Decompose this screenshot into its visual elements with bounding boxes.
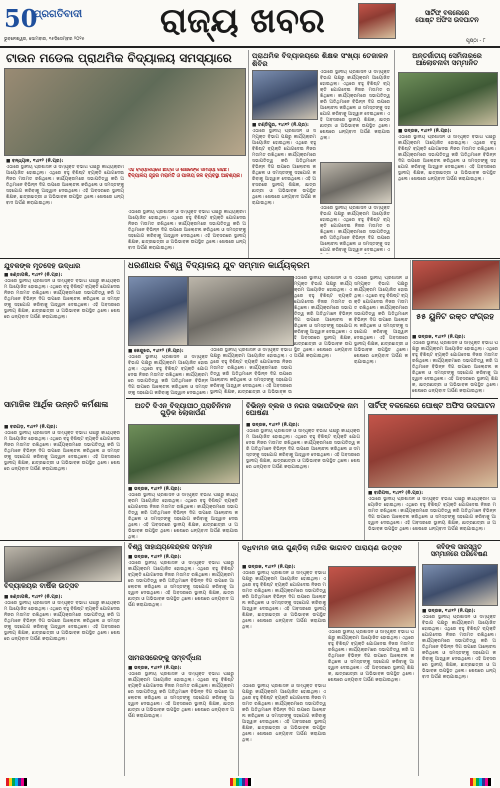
row-rule: [0, 540, 500, 541]
column-divider: [124, 260, 125, 398]
article-body: ଏଠାରେ ସ୍ଥାନୀୟ ପ୍ରଶାସନ ଓ ସମ୍ପୃକ୍ତ ବିଭାଗ ପକ୍ଷରୁ କାର୍ଯ୍ୟକ୍ରମ ଆୟୋଜିତ ହୋଇଥିଲା। ଏଥିରେ ବହୁ ବିଶିଷ୍ଟ ବ୍ୟକ୍ତି ଯୋଗଦେଇ ନିଜର ମତାମତ ରଖିଥିଲେ। କାର୍ଯ୍ୟକ୍ରମରେ ସଭାପତିତ୍ୱ କରି ଅତିଥିମାନେ ବିଭିନ୍ନ ଦିଗ ଉପରେ ଆଲୋଚନା କରିଥିଲେ ଓ ସମସ୍ତଙ୍କୁ ସହଯୋଗ କରିବାକୁ ଆହ୍ୱାନ ଦେଇଥିଲେ। ଏହି ଅବସରରେ ସ୍ଥାନୀୟ ଶିକ୍ଷକ, ଛାତ୍ରଛାତ୍ରୀ ଓ ଅଭିଭାବକ ଉପସ୍ଥିତ ଥିଲେ। ଶେଷରେ ଧନ୍ୟବାଦ ଅର୍ପଣ କରାଯାଇଥିଲା।: [242, 684, 326, 743]
article-headline: ଅନ୍ତର୍ଜାତୀୟ ସେମିନାରରେ ଆଲୋଚନାବୀ ସମ୍ମାନିତ: [412, 51, 482, 68]
article-body: ଏଠାରେ ସ୍ଥାନୀୟ ପ୍ରଶାସନ ଓ ସମ୍ପୃକ୍ତ ବିଭାଗ ପକ୍ଷରୁ କାର୍ଯ୍ୟକ୍ରମ ଆୟୋଜିତ ହୋଇଥିଲା। ଏଥିରେ ବହୁ ବିଶିଷ୍ଟ ବ୍ୟକ୍ତି ଯୋଗଦେଇ ନିଜର ମତାମତ ରଖିଥିଲେ। କାର୍ଯ୍ୟକ୍ରମରେ ସଭାପତିତ୍ୱ କରି ଅତିଥିମାନେ ବିଭିନ୍ନ ଦିଗ ଉପରେ ଆଲୋଚନା କରିଥିଲେ ଓ ସମସ୍ତଙ୍କୁ ସହଯୋଗ କରିବାକୁ ଆହ୍ୱାନ ଦେଇଥିଲେ। ଏହି ଅବସରରେ ସ୍ଥାନୀୟ ଶିକ୍ଷକ, ଛାତ୍ରଛାତ୍ରୀ ଓ ଅଭିଭାବକ ଉପସ୍ଥିତ ଥିଲେ। ଶେଷରେ ଧନ୍ୟବାଦ ଅର୍ପଣ କରାଯାଇଥିଲା।: [4, 601, 120, 642]
article-body: ଏଠାରେ ସ୍ଥାନୀୟ ପ୍ରଶାସନ ଓ ସମ୍ପୃକ୍ତ ବିଭାଗ ପକ୍ଷରୁ କାର୍ଯ୍ୟକ୍ରମ ଆୟୋଜିତ ହୋଇଥିଲା। ଏଥିରେ ବହୁ ବିଶିଷ୍ଟ ବ୍ୟକ୍ତି ଯୋଗଦେଇ ନିଜର ମତାମତ ରଖିଥିଲେ। କାର୍ଯ୍ୟକ୍ରମରେ ସଭାପତିତ୍ୱ କରି ଅତିଥିମାନେ ବିଭିନ୍ନ ଦିଗ ଉପରେ ଆଲୋଚନା କରିଥିଲେ ଓ ସମସ୍ତଙ୍କୁ ସହଯୋଗ କରିବାକୁ ଆହ୍ୱାନ ଦେଇଥିଲେ। ଏହି ଅବସରରେ ସ୍ଥାନୀୟ ଶିକ୍ଷକ, ଛାତ୍ରଛାତ୍ରୀ ଓ ଅଭିଭାବକ ଉପସ୍ଥିତ ଥିଲେ। ଶେଷରେ ଧନ୍ୟବାଦ ଅର୍ପଣ କରାଯାଇଥିଲା।: [354, 276, 408, 365]
article-blood-donation: [412, 260, 498, 398]
article-dateline: ■ କେନ୍ଦୁଝର, ୧୪ା୧୨ (ନି.ପ୍ର):: [128, 349, 184, 354]
column-divider: [418, 542, 419, 776]
page-label: ପୃଷ୍ଠା - ୮: [466, 38, 486, 44]
article-body: ଏଠାରେ ସ୍ଥାନୀୟ ପ୍ରଶାସନ ଓ ସମ୍ପୃକ୍ତ ବିଭାଗ ପକ୍ଷରୁ କାର୍ଯ୍ୟକ୍ରମ ଆୟୋଜିତ ହୋଇଥିଲା। ଏଥିରେ ବହୁ ବିଶିଷ୍ଟ ବ୍ୟକ୍ତି ଯୋଗଦେଇ ନିଜର ମତାମତ ରଖିଥିଲେ। କାର୍ଯ୍ୟକ୍ରମରେ ସଭାପତିତ୍ୱ କରି ଅତିଥିମାନେ ବିଭିନ୍ନ ଦିଗ ଉପରେ ଆଲୋଚନା କରିଥିଲେ ଓ ସମସ୍ତଙ୍କୁ ସହଯୋଗ କରିବାକୁ ଆହ୍ୱାନ ଦେଇଥିଲେ। ଏ: [320, 206, 390, 253]
article-dateline: ■ ଭଦ୍ରକ, ୧୪ା୧୨ (ନି.ପ୍ର):: [128, 487, 182, 492]
article-headline: ସାମାଜିକ ଆର୍ଥିକ ଉନ୍ନତି କର୍ମଶାଳା: [4, 399, 109, 409]
article-headline: ଅତଟି ଦିଏନ ବିଦ୍ୟାପୀଠ ପ୍ରାଚିନିମନ ଗୁଡ଼ିକ ଲୋକାର୍ପଣ: [134, 401, 232, 418]
paper-name: ପ୍ରଗତିବାଦୀ: [34, 9, 83, 20]
article-body: ଏଠାରେ ସ୍ଥାନୀୟ ପ୍ରଶାସନ ଓ ସମ୍ପୃକ୍ତ ବିଭାଗ ପକ୍ଷରୁ କାର୍ଯ୍ୟକ୍ରମ ଆୟୋଜିତ ହୋଇଥିଲା। ଏଥିରେ ବହୁ ବିଶିଷ୍ଟ ବ୍ୟକ୍ତି ଯୋଗଦେଇ ନିଜର ମତାମତ ରଖିଥିଲେ। କାର୍ଯ୍ୟକ୍ରମରେ ସଭାପତିତ୍ୱ କରି ଅତିଥିମାନେ ବିଭିନ୍ନ ଦିଗ ଉପରେ ଆଲୋଚନା କରିଥିଲେ ଓ ସମସ୍ତଙ୍କୁ ସହଯୋଗ କରିବାକୁ ଆହ୍ୱାନ ଦେଇଥିଲେ। ଏହି ଅବସରରେ ସ୍ଥାନୀୟ ଶିକ୍ଷକ, ଛାତ୍ରଛାତ୍ରୀ ଓ ଅଭିଭାବକ ଉପସ୍ଥିତ ଥିଲେ। ଶେଷରେ ଧନ୍ୟବାଦ ଅର୍ପଣ କରାଯାଇଥିଲା।: [128, 493, 238, 539]
poet-photo: [422, 564, 498, 606]
article-headline: ସାମରସରେଙ୍କୁ ସମ୍ବର୍ଦ୍ଧନା: [128, 653, 202, 662]
article-body: ଏଠାରେ ସ୍ଥାନୀୟ ପ୍ରଶାସନ ଓ ସମ୍ପୃକ୍ତ ବିଭାଗ ପକ୍ଷରୁ କାର୍ଯ୍ୟକ୍ରମ ଆୟୋଜିତ ହୋଇଥିଲା। ଏଥିରେ ବହୁ ବିଶିଷ୍ଟ ବ୍ୟକ୍ତି ଯୋଗଦେଇ ନିଜର ମତାମତ ରଖିଥିଲେ। କାର୍ଯ୍ୟକ୍ରମରେ ସଭାପତିତ୍ୱ କରି ଅତିଥିମାନେ ବିଭିନ୍ନ ଦିଗ ଉପରେ ଆଲୋଚନା କରିଥିଲେ ଓ ସମସ୍ତଙ୍କୁ ସହଯୋଗ କରିବାକୁ ଆହ୍ୱାନ ଦେଇଥିଲେ। ଏହି ଅବସରରେ ସ୍ଥାନୀୟ ଶିକ୍ଷକ, ଛାତ୍ରଛାତ୍ରୀ ଓ ଅଭିଭାବକ ଉପସ୍ଥିତ ଥିଲେ। ଶେଷରେ ଧନ୍ୟବାଦ ଅର୍ପଣ କରାଯାଇଥିଲା।: [246, 429, 360, 470]
article-body: ଏଠାରେ ସ୍ଥାନୀୟ ପ୍ରଶାସନ ଓ ସମ୍ପୃକ୍ତ ବିଭାଗ ପକ୍ଷରୁ କାର୍ଯ୍ୟକ୍ରମ ଆୟୋଜିତ ହୋଇଥିଲା। ଏଥିରେ ବହୁ ବିଶିଷ୍ଟ ବ୍ୟକ୍ତି ଯୋଗଦେଇ ନିଜର ମତାମତ ରଖିଥିଲେ। କାର୍ଯ୍ୟକ୍ରମରେ ସଭାପତିତ୍ୱ କରି ଅତିଥିମାନେ ବିଭିନ୍ନ ଦିଗ ଉପରେ ଆଲୋଚନା କରିଥିଲେ ଓ ସମସ୍ତଙ୍କୁ ସହଯୋଗ କରିବାକୁ ଆହ୍ୱାନ ଦେଇଥିଲେ। ଏହି ଅବସରରେ ସ୍ଥାନୀୟ ଶିକ୍ଷକ, ଛାତ୍ରଛାତ୍ରୀ ଓ ଅଭିଭାବକ ଉପସ୍ଥିତ ଥିଲେ। ଶେଷରେ ଧନ୍ୟବାଦ ଅର୍ପଣ କରାଯାଇଥିଲା।: [412, 341, 498, 394]
article-seminar-honour: [396, 50, 498, 258]
color-registration-strip: [0, 778, 500, 788]
article-body: ଏଠାରେ ସ୍ଥାନୀୟ ପ୍ରଶାସନ ଓ ସମ୍ପୃକ୍ତ ବିଭାଗ ପକ୍ଷରୁ କାର୍ଯ୍ୟକ୍ରମ ଆୟୋଜିତ ହୋଇଥିଲା। ଏଥିରେ ବହୁ ବିଶିଷ୍ଟ ବ୍ୟକ୍ତି ଯୋଗଦେଇ ନିଜର ମତାମତ ରଖିଥିଲେ। କାର୍ଯ୍ୟକ୍ରମରେ ସଭାପତିତ୍ୱ କରି ଅତିଥିମାନେ ବିଭିନ୍ନ ଦିଗ ଉପରେ ଆଲୋଚନା କରିଥିଲେ ଓ ସମସ୍ତଙ୍କୁ ସହଯୋଗ କରିବାକୁ ଆହ୍ୱାନ ଦେଇଥିଲେ। ଏହି ଅବସରରେ ସ୍ଥାନୀୟ ଶିକ୍ଷକ, ଛାତ୍ରଛାତ୍ରୀ ଓ ଅଭିଭାବକ ଉପସ୍ଥିତ ଥିଲେ। ଶେଷରେ ଧନ୍ୟବାଦ ଅର୍ପଣ କରାଯାଇଥିଲା।: [320, 70, 390, 141]
article-body: ଏଠାରେ ସ୍ଥାନୀୟ ପ୍ରଶାସନ ଓ ସମ୍ପୃକ୍ତ ବିଭାଗ ପକ୍ଷରୁ କାର୍ଯ୍ୟକ୍ରମ ଆୟୋଜିତ ହୋଇଥିଲା। ଏଥିରେ ବହୁ ବିଶିଷ୍ଟ ବ୍ୟକ୍ତି ଯୋଗଦେଇ ନିଜର ମତାମତ ରଖିଥିଲେ। କାର୍ଯ୍ୟକ୍ରମରେ ସଭାପତିତ୍ୱ କରି ଅତିଥିମାନେ ବିଭିନ୍ନ ଦିଗ ଉପରେ ଆଲୋଚନା କରିଥିଲେ ଓ ସମସ୍ତଙ୍କୁ ସହଯୋଗ କରିବାକୁ ଆହ୍ୱାନ ଦେଇଥିଲେ।: [128, 355, 208, 395]
article-headline: କବିଙ୍କ ସାରସ୍ୱତ ସମ୍ମାନରେ ପରିବେଷଣ: [430, 543, 488, 558]
article-body: ଏଠାରେ ସ୍ଥାନୀୟ ପ୍ରଶାସନ ଓ ସମ୍ପୃକ୍ତ ବିଭାଗ ପକ୍ଷରୁ କାର୍ଯ୍ୟକ୍ରମ ଆୟୋଜିତ ହୋଇଥିଲା। ଏଥିରେ ବହୁ ବିଶିଷ୍ଟ ବ୍ୟକ୍ତି ଯୋଗଦେଇ ନିଜର ମତାମତ ରଖିଥିଲେ। କାର୍ଯ୍ୟକ୍ରମରେ ସଭାପତିତ୍ୱ କରି ଅତିଥିମାନେ ବିଭିନ୍ନ ଦିଗ ଉପରେ ଆଲୋଚନା କରିଥିଲେ ଓ ସମସ୍ତଙ୍କୁ ସହଯୋଗ କରିବାକୁ ଆହ୍ୱାନ ଦେଇଥିଲେ। ଏହି ଅବସରରେ ସ୍ଥାନୀୟ ଶିକ୍ଷକ, ଛାତ୍ରଛାତ୍ରୀ ଓ ଅଭିଭାବକ ଉପସ୍ଥିତ ଥିଲେ। ଶେଷରେ ଧନ୍ୟବାଦ ଅର୍ପଣ କରାଯାଇଥିଲା।: [242, 571, 326, 630]
school-photo: [4, 68, 246, 156]
article-headline: ବିଭିନ୍ନ ବ୍ଲକ ଓ ନଗର ସଭାପତିଙ୍କ ନାମ ଘୋଷଣା: [246, 401, 359, 418]
article-school-issue: [2, 50, 246, 258]
article-body: ଏଠାରେ ସ୍ଥାନୀୟ ପ୍ରଶାସନ ଓ ସମ୍ପୃକ୍ତ ବିଭାଗ ପକ୍ଷରୁ କାର୍ଯ୍ୟକ୍ରମ ଆୟୋଜିତ ହୋଇଥିଲା। ଏଥିରେ ବହୁ ବିଶିଷ୍ଟ ବ୍ୟକ୍ତି ଯୋଗଦେଇ ନିଜର ମତାମତ ରଖିଥିଲେ। କାର୍ଯ୍ୟକ୍ରମରେ ସଭାପତିତ୍ୱ କରି ଅତିଥିମାନେ ବିଭିନ୍ନ ଦିଗ ଉପରେ ଆଲୋଚନା କରିଥିଲେ ଓ ସମସ୍ତଙ୍କୁ ସହଯୋଗ କରିବାକୁ ଆହ୍ୱାନ ଦେଇଥିଲେ। ଏହି ଅବସରରେ ସ୍ଥାନୀୟ ଶିକ୍ଷକ, ଛାତ୍ରଛାତ୍ରୀ ଓ ଅଭିଭାବକ ଉପସ୍ଥିତ ଥିଲେ। ଶେଷରେ ଧନ୍ୟବାଦ ଅର୍ପଣ କରାଯାଇଥିଲା।: [422, 615, 496, 680]
article-body: ଏଠାରେ ସ୍ଥାନୀୟ ପ୍ରଶାସନ ଓ ସମ୍ପୃକ୍ତ ବିଭାଗ ପକ୍ଷରୁ କାର୍ଯ୍ୟକ୍ରମ ଆୟୋଜିତ ହୋଇଥିଲା। ଏଥିରେ ବହୁ ବିଶିଷ୍ଟ ବ୍ୟକ୍ତି ଯୋଗଦେଇ ନିଜର ମତାମତ ରଖିଥିଲେ। କାର୍ଯ୍ୟକ୍ରମରେ ସଭାପତିତ୍ୱ କରି ଅତିଥିମାନେ ବିଭିନ୍ନ ଦିଗ ଉପରେ ଆଲୋଚନା କରିଥିଲେ ଓ ସମସ୍ତଙ୍କୁ ସହଯୋଗ କରିବାକୁ ଆହ୍ୱାନ ଦେଇଥିଲେ। ଏହି ଅବସରରେ ସ୍ଥାନୀୟ ଶିକ୍ଷକ, ଛାତ୍ରଛାତ୍ରୀ ଓ ଅଭିଭାବକ ଉପସ୍ଥିତ ଥିଲେ। ଶେଷରେ ଧନ୍ୟବାଦ ଅର୍ପଣ କରାଯାଇଥିଲା।: [6, 165, 124, 206]
article-youth-program: [126, 260, 410, 398]
article-dateline: ■ ଭଦ୍ରକ, ୧୪ା୧୨ (ନି.ପ୍ର):: [398, 129, 452, 134]
registration-swatch: [27, 778, 30, 786]
article-headline: ପ୍ରାଥମିକ ବିଦ୍ୟାଳୟରେ ଶିକ୍ଷକ ସଂଖ୍ୟା ତେଜାଳନ ଶିବିର: [252, 51, 389, 68]
column-divider: [248, 50, 249, 258]
article-headline: ବିଶ୍ୱ ସାହାଯ୍ୟକେନ୍ଦ୍ରକ ସମ୍ମାନ: [128, 543, 213, 551]
article-dateline: ■ ଭଦ୍ରକ, ୧୪ା୧୨ (ନି.ପ୍ର):: [412, 335, 466, 340]
camp-photo-2: [320, 162, 392, 204]
masthead-rule: [0, 46, 500, 48]
column-divider: [124, 398, 125, 540]
article-body-recovered: [2, 260, 122, 398]
article-poet-honour: [420, 542, 498, 776]
article-post-office: [366, 400, 498, 540]
article-dateline: ■ ଭଦ୍ରକ, ୧୪ା୧୨ (ନି.ପ୍ର):: [246, 423, 300, 428]
article-dateline: ■ ଝଣ୍ଡାପଲି, ୧୪ା୧୨ (ନି.ପ୍ର):: [4, 273, 63, 278]
article-socio-economic: [2, 398, 122, 540]
teaser-title: ସାର୍ଟିଫ୍ ବକଲେରେ ପୋଷ୍ଟ ଅଫିସ ଉଦଘାଟନ: [415, 9, 479, 24]
column-divider: [364, 400, 365, 540]
article-dateline: ■ ବାରିପଦା, ୧୪ା୧୨ (ନି.ପ୍ର):: [368, 491, 424, 496]
article-dateline: ■ ଝଣ୍ଡାପଲି, ୧୪ା୧୨ (ନି.ପ୍ର):: [4, 595, 63, 600]
article-dateline: ■ ଭଦ୍ରକ, ୧୪ା୧୨ (ନି.ପ୍ର):: [128, 555, 182, 560]
donation-photo: [412, 260, 500, 310]
article-callout: ଏହି ବିଦ୍ୟାଳୟରେ ଛାତ୍ର ଓ ଶିକ୍ଷକଙ୍କ ସମସ୍ୟା ରହିଛି। ବିଦ୍ୟାଳୟ ଗୃହର ମରାମତି ଓ ପାନୀୟ ଜଳ ବ୍ୟବସ୍ଥା ଆବଶ୍ୟକ।: [128, 168, 243, 179]
article-headline: ଧରଣୀଧର ବିଶ୍ୱ ବିଦ୍ୟାଳୟ ଯୁବ ସମ୍ମାନ କାର୍ଯ୍ୟକ୍ରମ: [128, 261, 310, 271]
article-dateline: ■ ଭଦ୍ରକ, ୧୪ା୧୨ (ନି.ପ୍ର):: [422, 609, 476, 614]
anniversary-logo: 50: [4, 4, 38, 33]
article-teacher-camp: [250, 50, 392, 258]
article-body: ଏଠାରେ ସ୍ଥାନୀୟ ପ୍ରଶାସନ ଓ ସମ୍ପୃକ୍ତ ବିଭାଗ ପକ୍ଷରୁ କାର୍ଯ୍ୟକ୍ରମ ଆୟୋଜିତ ହୋଇଥିଲା। ଏଥିରେ ବହୁ ବିଶିଷ୍ଟ ବ୍ୟକ୍ତି ଯୋଗଦେଇ ନିଜର ମତାମତ ରଖିଥିଲେ। କାର୍ଯ୍ୟକ୍ରମରେ ସଭାପତିତ୍ୱ କରି ଅତିଥିମାନେ ବିଭିନ୍ନ ଦିଗ ଉପରେ ଆଲୋଚନା କରିଥିଲେ ଓ ସମସ୍ତଙ୍କୁ ସହଯୋଗ କରିବାକୁ ଆହ୍ୱାନ ଦେଇଥିଲେ। ଏହି ଅବସରରେ ସ୍ଥାନୀୟ ଶିକ୍ଷକ, ଛାତ୍ରଛାତ୍ରୀ ଓ ଅଭିଭାବକ ଉପସ୍ଥିତ ଥିଲେ। ଶେଷରେ ଧନ୍ୟବାଦ ଅର୍ପଣ କରାଯାଇଥିଲା।: [128, 210, 246, 251]
article-dateline: ■ ଚଣ୍ଡିପୁର, ୧୪ା୧୨ (ନି.ପ୍ର):: [252, 123, 309, 128]
column-divider: [410, 260, 411, 398]
article-dateline: ■ ଭଦ୍ରକ, ୧୪ା୧୨ (ନି.ପ୍ର):: [242, 565, 296, 570]
masthead: [0, 0, 500, 52]
article-body: ଏଠାରେ ସ୍ଥାନୀୟ ପ୍ରଶାସନ ଓ ସମ୍ପୃକ୍ତ ବିଭାଗ ପକ୍ଷରୁ କାର୍ଯ୍ୟକ୍ରମ ଆୟୋଜିତ ହୋଇଥିଲା। ଏଥିରେ ବହୁ ବିଶିଷ୍ଟ ବ୍ୟକ୍ତି ଯୋଗଦେଇ ନିଜର ମତାମତ ରଖିଥିଲେ। କାର୍ଯ୍ୟକ୍ରମରେ ସଭାପତିତ୍ୱ କରି ଅତିଥିମାନେ ବିଭିନ୍ନ ଦିଗ ଉପରେ ଆଲୋଚନା କରିଥିଲେ ଓ ସମସ୍ତଙ୍କୁ ସହଯୋଗ କରିବାକୁ ଆହ୍ୱାନ ଦେଇଥିଲେ। ଏହି ଅବସରରେ ସ୍ଥାନୀୟ ଶିକ୍ଷକ, ଛାତ୍ରଛାତ୍ରୀ ଓ ଅଭିଭାବକ ଉପସ୍ଥିତ ଥିଲେ। ଶେଷରେ ଧନ୍ୟବାଦ ଅର୍ପଣ କରାଯାଇଥିଲା।: [4, 431, 120, 472]
article-headline: ସାର୍ଟିଫ୍ ବକଲେରେ ପୋଷ୍ଟ ଅଫିସ ଉଦଘାଟନ: [368, 401, 496, 410]
article-dateline: ■ ବରଗଡ଼, ୧୪ା୧୨ (ନି.ପ୍ର):: [4, 425, 58, 430]
article-body: ଏଠାରେ ସ୍ଥାନୀୟ ପ୍ରଶାସନ ଓ ସମ୍ପୃକ୍ତ ବିଭାଗ ପକ୍ଷରୁ କାର୍ଯ୍ୟକ୍ରମ ଆୟୋଜିତ ହୋଇଥିଲା। ଏଥିରେ ବହୁ ବିଶିଷ୍ଟ ବ୍ୟକ୍ତି ଯୋଗଦେଇ ନିଜର ମତାମତ ରଖିଥିଲେ। କାର୍ଯ୍ୟକ୍ରମରେ ସଭାପତିତ୍ୱ କରି ଅତିଥିମାନେ ବିଭିନ୍ନ ଦିଗ ଉପରେ ଆଲୋଚନା କରିଥିଲେ ଓ ସମସ୍ତଙ୍କୁ ସହଯୋଗ କରିବାକୁ ଆହ୍ୱାନ ଦେଇଥିଲେ। ଏହି ଅବସରରେ ସ୍ଥାନୀୟ ଶିକ୍ଷକ, ଛାତ୍ରଛାତ୍ରୀ ଓ ଅଭିଭାବକ ଉପସ୍ଥିତ ଥିଲେ। ଶେଷରେ ଧନ୍ୟବାଦ ଅର୍ପଣ କରାଯାଇଥିଲା।: [294, 276, 352, 359]
article-body: ଏଠାରେ ସ୍ଥାନୀୟ ପ୍ରଶାସନ ଓ ସମ୍ପୃକ୍ତ ବିଭାଗ ପକ୍ଷରୁ କାର୍ଯ୍ୟକ୍ରମ ଆୟୋଜିତ ହୋଇଥିଲା। ଏଥିରେ ବହୁ ବିଶିଷ୍ଟ ବ୍ୟକ୍ତି ଯୋଗଦେଇ ନିଜର ମତାମତ ରଖିଥିଲେ। କାର୍ଯ୍ୟକ୍ରମରେ ସଭାପତିତ୍ୱ କରି ଅତିଥିମାନେ ବିଭିନ୍ନ ଦିଗ ଉପରେ ଆଲୋଚନା କରିଥିଲେ ଓ ସମସ୍ତଙ୍କୁ ସହଯୋଗ କରିବାକୁ ଆହ୍ୱାନ ଦେଇଥିଲେ। ଏହି ଅବସରରେ ସ୍ଥାନୀୟ ଶିକ୍ଷକ, ଛାତ୍ରଛାତ୍ରୀ ଓ ଅଭିଭାବକ ଉପସ୍ଥିତ ଥିଲେ। ଶେଷରେ ଧନ୍ୟବାଦ ଅର୍ପଣ କରାଯାଇଥିଲା।: [368, 497, 496, 532]
dedication-photo: [128, 424, 240, 484]
article-bhagabat-festival: [240, 542, 416, 776]
article-body: ଏଠାରେ ସ୍ଥାନୀୟ ପ୍ରଶାସନ ଓ ସମ୍ପୃକ୍ତ ବିଭାଗ ପକ୍ଷରୁ କାର୍ଯ୍ୟକ୍ରମ ଆୟୋଜିତ ହୋଇଥିଲା। ଏଥିରେ ବହୁ ବିଶିଷ୍ଟ ବ୍ୟକ୍ତି ଯୋଗଦେଇ ନିଜର ମତାମତ ରଖିଥିଲେ। କାର୍ଯ୍ୟକ୍ରମରେ ସଭାପତିତ୍ୱ କରି ଅତିଥିମାନେ ବିଭିନ୍ନ ଦିଗ ଉପରେ ଆଲୋଚନା କରିଥିଲେ ଓ ସମସ୍ତଙ୍କୁ ସହଯୋଗ କରିବାକୁ ଆହ୍ୱାନ ଦେଇଥିଲେ। ଏହି ଅବସରରେ ସ୍ଥାନୀୟ ଶିକ୍ଷକ, ଛାତ୍ରଛାତ୍ରୀ ଓ ଅଭିଭାବକ ଉପସ୍ଥିତ ଥିଲେ। ଶେଷରେ ଧନ୍ୟବାଦ ଅର୍ପଣ କରାଯାଇଥିଲା।: [328, 630, 414, 683]
festival-photo: [328, 566, 416, 628]
column-divider: [394, 50, 395, 258]
article-body: ଏଠାରେ ସ୍ଥାନୀୟ ପ୍ରଶାସନ ଓ ସମ୍ପୃକ୍ତ ବିଭାଗ ପକ୍ଷରୁ କାର୍ଯ୍ୟକ୍ରମ ଆୟୋଜିତ ହୋଇଥିଲା। ଏଥିରେ ବହୁ ବିଶିଷ୍ଟ ବ୍ୟକ୍ତି ଯୋଗଦେଇ ନିଜର ମତାମତ ରଖିଥିଲେ। କାର୍ଯ୍ୟକ୍ରମରେ ସଭାପତିତ୍ୱ କରି ଅତିଥିମାନେ ବିଭିନ୍ନ ଦିଗ ଉପରେ ଆଲୋଚନା କରିଥିଲେ ଓ ସମସ୍ତଙ୍କୁ ସହଯୋଗ କରିବାକୁ ଆହ୍ୱାନ ଦେଇଥିଲେ। ଏହି ଅବସରରେ ସ୍ଥାନୀୟ ଶିକ୍ଷକ, ଛାତ୍ରଛାତ୍ରୀ ଓ ଅଭିଭାବକ ଉପସ୍ଥିତ ଥିଲେ। ଶେଷରେ ଧନ୍ୟବାଦ ଅର୍ପଣ କରାଯାଇଥିଲା।: [398, 135, 496, 182]
article-annual-function: [2, 542, 122, 776]
article-dateline: ■ ବନ୍ଧ୍ୟାଳ, ୧୪ା୧୨ (ନି.ପ୍ର):: [6, 159, 64, 164]
registration-swatch: [251, 778, 254, 786]
post-office-photo: [368, 414, 498, 488]
article-headline: ୫୫ ୟୁନିଟ ରକ୍ତ ସଂଗ୍ରହ: [416, 311, 494, 321]
article-body: ଏଠାରେ ସ୍ଥାନୀୟ ପ୍ରଶାସନ ଓ ସମ୍ପୃକ୍ତ ବିଭାଗ ପକ୍ଷରୁ କାର୍ଯ୍ୟକ୍ରମ ଆୟୋଜିତ ହୋଇଥିଲା। ଏଥିରେ ବହୁ ବିଶିଷ୍ଟ ବ୍ୟକ୍ତି ଯୋଗଦେଇ ନିଜର ମତାମତ ରଖିଥିଲେ। କାର୍ଯ୍ୟକ୍ରମରେ ସଭାପତିତ୍ୱ କରି ଅତିଥିମାନେ ବିଭିନ୍ନ ଦିଗ ଉପରେ ଆଲୋଚନା କରିଥିଲେ ଓ ସମସ୍ତଙ୍କୁ ସହଯୋଗ କରିବାକୁ ଆହ୍ୱାନ ଦେଇଥିଲେ। ଏହି ଅବସରରେ ସ୍ଥାନୀୟ ଶିକ୍ଷକ, ଛାତ୍ରଛାତ୍ରୀ ଓ ଅଭିଭାବକ ଉପସ୍ଥିତ ଥିଲେ। ଶେଷରେ ଧନ୍ୟବାଦ ଅର୍ପଣ କରାଯାଇଥିଲା।: [128, 672, 234, 719]
article-headline: ଯୁବକଙ୍କ ମୃତଦେହ ଉଦ୍ଧାର: [4, 261, 81, 270]
row-rule: [0, 258, 500, 259]
column-divider: [238, 542, 239, 776]
article-block-president: [244, 400, 362, 540]
article-body: ଏଠାରେ ସ୍ଥାନୀୟ ପ୍ରଶାସନ ଓ ସମ୍ପୃକ୍ତ ବିଭାଗ ପକ୍ଷରୁ କାର୍ଯ୍ୟକ୍ରମ ଆୟୋଜିତ ହୋଇଥିଲା। ଏଥିରେ ବହୁ ବିଶିଷ୍ଟ ବ୍ୟକ୍ତି ଯୋଗଦେଇ ନିଜର ମତାମତ ରଖିଥିଲେ। କାର୍ଯ୍ୟକ୍ରମରେ ସଭାପତିତ୍ୱ କରି ଅତିଥିମାନେ ବିଭିନ୍ନ ଦିଗ ଉପରେ ଆଲୋଚନା କରିଥିଲେ ଓ ସମସ୍ତଙ୍କୁ ସହଯୋଗ କରିବାକୁ ଆହ୍ୱାନ ଦେଇଥିଲେ। ଏହି ଅବସରରେ ସ୍ଥାନୀୟ ଶିକ୍ଷକ, ଛାତ୍ରଛାତ୍ରୀ ଓ ଅଭିଭାବକ ଉ: [210, 348, 292, 395]
section-title: ରାଜ୍ୟ ଖବର: [160, 1, 325, 41]
program-photo-2: [188, 276, 294, 346]
article-body: ଏଠାରେ ସ୍ଥାନୀୟ ପ୍ରଶାସନ ଓ ସମ୍ପୃକ୍ତ ବିଭାଗ ପକ୍ଷରୁ କାର୍ଯ୍ୟକ୍ରମ ଆୟୋଜିତ ହୋଇଥିଲା। ଏଥିରେ ବହୁ ବିଶିଷ୍ଟ ବ୍ୟକ୍ତି ଯୋଗଦେଇ ନିଜର ମତାମତ ରଖିଥିଲେ। କାର୍ଯ୍ୟକ୍ରମରେ ସଭାପତିତ୍ୱ କରି ଅତିଥିମାନେ ବିଭିନ୍ନ ଦିଗ ଉପରେ ଆଲୋଚନା କରିଥିଲେ ଓ ସମସ୍ତଙ୍କୁ ସହଯୋଗ କରିବାକୁ ଆହ୍ୱାନ ଦେଇଥିଲେ। ଏହି ଅବସରରେ ସ୍ଥାନୀୟ ଶିକ୍ଷକ, ଛାତ୍ରଛାତ୍ରୀ ଓ ଅଭିଭାବକ ଉପସ୍ଥିତ ଥିଲେ। ଶେଷରେ ଧନ୍ୟବାଦ ଅର୍ପଣ କରାଯାଇଥିଲା।: [128, 561, 234, 608]
article-headline: ଦଧିବାମନ ଜୀଉ ଗୁଣ୍ଡିଚା ମନ୍ଦିର ଭାଗବତ ପାରାୟଣ ଉତ୍ସବ: [242, 543, 403, 552]
issue-dateline: ଭୁବନେଶ୍ୱର, ସୋମବାର, ୧୫ଡିସେମ୍ବର ୨୦୨୫: [4, 37, 85, 42]
column-divider: [242, 400, 243, 540]
article-body: ଏଠାରେ ସ୍ଥାନୀୟ ପ୍ରଶାସନ ଓ ସମ୍ପୃକ୍ତ ବିଭାଗ ପକ୍ଷରୁ କାର୍ଯ୍ୟକ୍ରମ ଆୟୋଜିତ ହୋଇଥିଲା। ଏଥିରେ ବହୁ ବିଶିଷ୍ଟ ବ୍ୟକ୍ତି ଯୋଗଦେଇ ନିଜର ମତାମତ ରଖିଥିଲେ। କାର୍ଯ୍ୟକ୍ରମରେ ସଭାପତିତ୍ୱ କରି ଅତିଥିମାନେ ବିଭିନ୍ନ ଦିଗ ଉପରେ ଆଲୋଚନା କରିଥିଲେ ଓ ସମସ୍ତଙ୍କୁ ସହଯୋଗ କରିବାକୁ ଆହ୍ୱାନ ଦେଇଥିଲେ। ଏହି ଅବସରରେ ସ୍ଥାନୀୟ ଶିକ୍ଷକ, ଛାତ୍ରଛାତ୍ରୀ ଓ ଅଭିଭାବକ ଉପସ୍ଥିତ ଥିଲେ। ଶେଷରେ ଧନ୍ୟବାଦ ଅର୍ପଣ କରାଯାଇଥିଲା।: [252, 129, 316, 206]
article-felicitation: [126, 652, 236, 776]
camp-photo: [252, 70, 318, 120]
article-dedication: [126, 400, 240, 540]
teaser-photo: [358, 3, 394, 37]
seminar-photo: [398, 72, 498, 126]
registration-swatch: [491, 778, 494, 786]
article-headline: ଟାଉନ ମଡେଲ ପ୍ରାଥମିକ ବିଦ୍ୟାଳୟ ସମସ୍ୟାରେ: [6, 51, 232, 65]
article-dateline: ■ ଭଦ୍ରକ, ୧୪ା୧୨ (ନି.ପ୍ର):: [128, 666, 182, 671]
article-body: ଏଠାରେ ସ୍ଥାନୀୟ ପ୍ରଶାସନ ଓ ସମ୍ପୃକ୍ତ ବିଭାଗ ପକ୍ଷରୁ କାର୍ଯ୍ୟକ୍ରମ ଆୟୋଜିତ ହୋଇଥିଲା। ଏଥିରେ ବହୁ ବିଶିଷ୍ଟ ବ୍ୟକ୍ତି ଯୋଗଦେଇ ନିଜର ମତାମତ ରଖିଥିଲେ। କାର୍ଯ୍ୟକ୍ରମରେ ସଭାପତିତ୍ୱ କରି ଅତିଥିମାନେ ବିଭିନ୍ନ ଦିଗ ଉପରେ ଆଲୋଚନା କରିଥିଲେ ଓ ସମସ୍ତଙ୍କୁ ସହଯୋଗ କରିବାକୁ ଆହ୍ୱାନ ଦେଇଥିଲେ। ଏହି ଅବସରରେ ସ୍ଥାନୀୟ ଶିକ୍ଷକ, ଛାତ୍ରଛାତ୍ରୀ ଓ ଅଭିଭାବକ ଉପସ୍ଥିତ ଥିଲେ। ଶେଷରେ ଧନ୍ୟବାଦ ଅର୍ପଣ କରାଯାଇଥିଲା।: [4, 279, 120, 320]
function-photo: [4, 546, 122, 582]
column-divider: [124, 542, 125, 776]
article-headline: ବିଦ୍ୟାଳୟର ବାର୍ଷିକ ଉତ୍ସବ: [4, 581, 79, 590]
row-rule: [126, 398, 498, 399]
article-help-centre: [126, 542, 236, 650]
program-photo: [128, 276, 188, 346]
